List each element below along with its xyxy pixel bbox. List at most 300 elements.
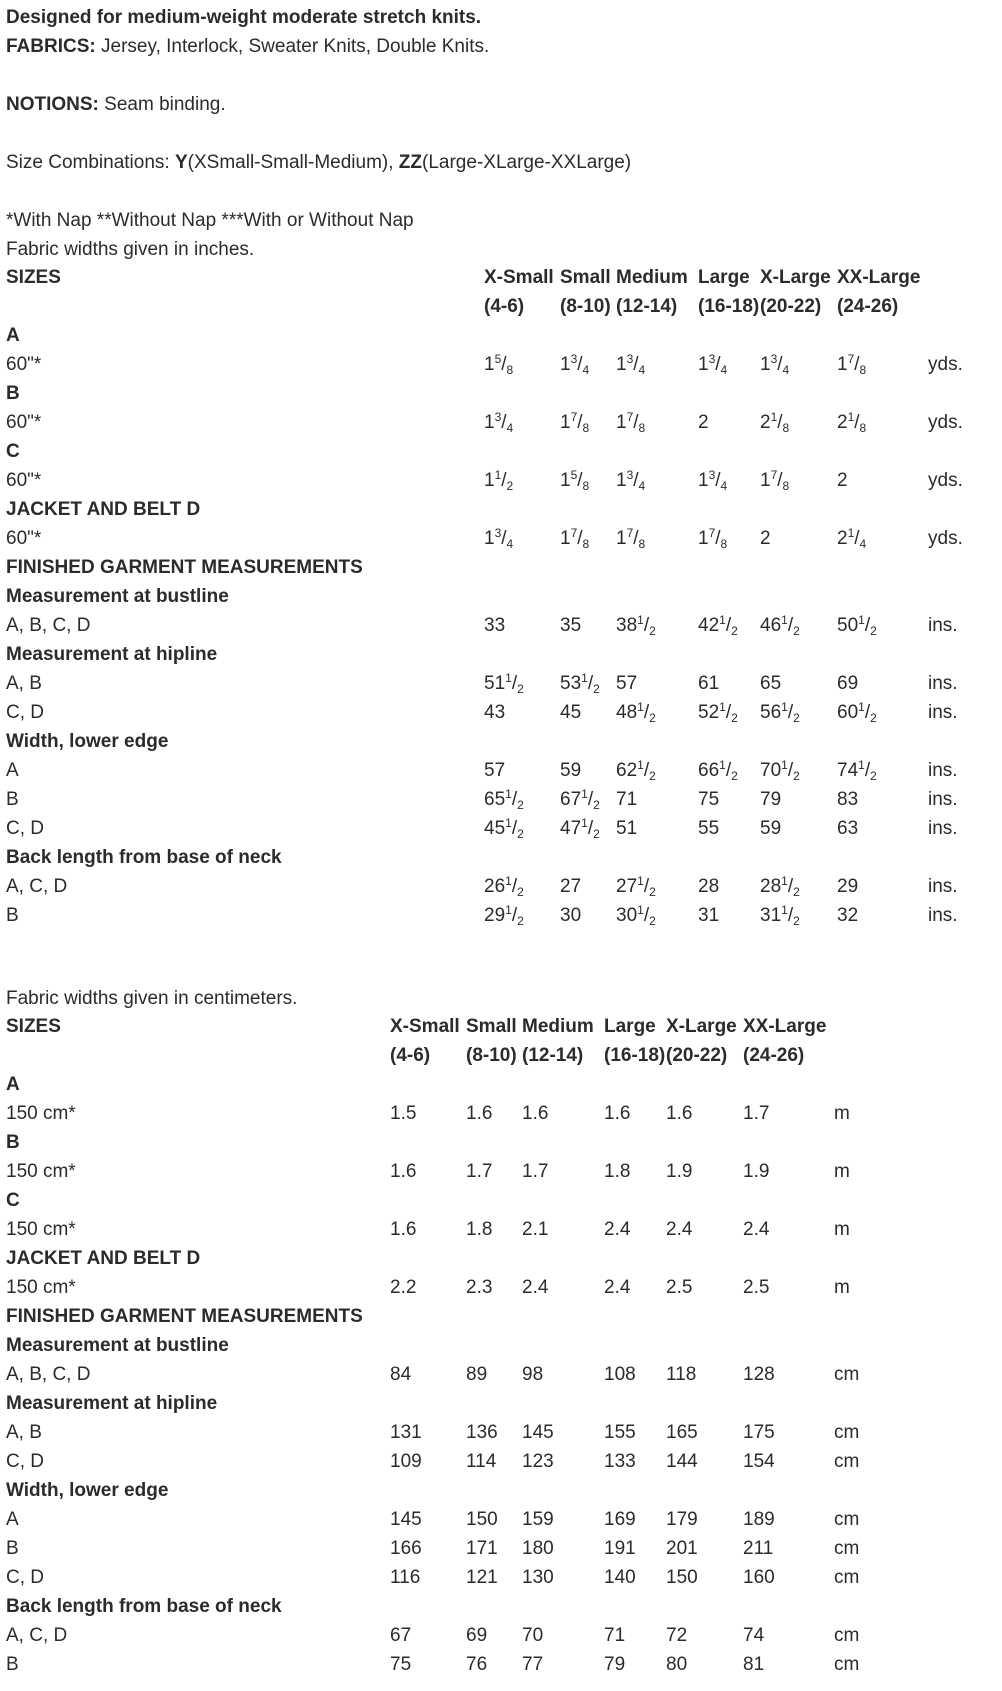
- table-cell: 59: [760, 818, 782, 839]
- unit-label: ins.: [928, 760, 958, 781]
- unit-label: yds.: [928, 470, 963, 491]
- notions-label: NOTIONS:: [6, 94, 99, 115]
- table-cell: 189: [743, 1509, 775, 1530]
- section-heading-measurement-at-bustline: Measurement at bustline: [6, 1335, 229, 1356]
- table-cell: 154: [743, 1451, 775, 1472]
- unit-label: m: [834, 1219, 850, 1240]
- table-cell: 63: [837, 818, 859, 839]
- row-label: 60"*: [6, 354, 42, 375]
- table-cell: 179: [666, 1509, 698, 1530]
- table-cell: $47^1/_2$: [560, 816, 600, 842]
- size-range-row: [6, 1042, 996, 1071]
- table-cell: $74^1/_2$: [837, 758, 877, 784]
- table-cell: 131: [390, 1422, 422, 1443]
- table-cell: 191: [604, 1538, 636, 1559]
- section-heading: [6, 1303, 996, 1332]
- table-cell: 150: [466, 1509, 498, 1530]
- table-cell: $1^7/_8$: [616, 526, 646, 552]
- section-heading-c: C: [6, 441, 20, 462]
- section-heading-measurement-at-bustline: Measurement at bustline: [6, 586, 229, 607]
- row-label: C, D: [6, 702, 44, 723]
- table-cell: 108: [604, 1364, 636, 1385]
- table-cell: 175: [743, 1422, 775, 1443]
- table-cell: 69: [837, 673, 859, 694]
- size-range: (24-26): [837, 296, 899, 317]
- section-heading-back-length-from-base-of-neck: Back length from base of neck: [6, 1596, 282, 1617]
- section-heading: [6, 1071, 996, 1100]
- size-code-zz-text: (Large-XLarge-XXLarge): [422, 152, 632, 173]
- table-cell: 123: [522, 1451, 554, 1472]
- row-label: 150 cm*: [6, 1103, 76, 1124]
- size-name-medium: Medium: [522, 1016, 594, 1037]
- table-cell: $48^1/_2$: [616, 700, 656, 726]
- section-heading-jacket-and-belt-d: JACKET AND BELT D: [6, 499, 201, 520]
- row-label: A, B, C, D: [6, 615, 91, 636]
- table-cell: $42^1/_2$: [698, 613, 738, 639]
- table-cell: 57: [616, 673, 638, 694]
- table-cell: $67^1/_2$: [560, 787, 600, 813]
- table-cell: 43: [484, 702, 506, 723]
- table-cell: 121: [466, 1567, 498, 1588]
- table-cell: 2.4: [604, 1219, 631, 1240]
- table-cell: 2.4: [604, 1277, 631, 1298]
- section-heading-measurement-at-hipline: Measurement at hipline: [6, 1393, 218, 1414]
- table-row: [6, 902, 996, 931]
- table-cell: 75: [698, 789, 720, 810]
- section-heading-c: C: [6, 1190, 20, 1211]
- size-range: (16-18): [604, 1045, 666, 1066]
- section-heading-b: B: [6, 383, 20, 404]
- section-heading: [6, 380, 996, 409]
- table-cell: 211: [743, 1538, 774, 1559]
- row-label: B: [6, 1654, 19, 1675]
- table-cell: 71: [604, 1625, 626, 1646]
- unit-label: cm: [834, 1567, 860, 1588]
- table-cell: 1.7: [743, 1103, 770, 1124]
- unit-label: yds.: [928, 354, 963, 375]
- table-cell: 1.9: [666, 1161, 693, 1182]
- table-cell: 83: [837, 789, 859, 810]
- table-cell: 114: [466, 1451, 497, 1472]
- table-cell: 171: [466, 1538, 498, 1559]
- size-code-zz: ZZ: [398, 152, 423, 173]
- table-cell: $28^1/_2$: [760, 874, 800, 900]
- table-cell: 72: [666, 1625, 688, 1646]
- row-label: A: [6, 760, 19, 781]
- row-label: 60"*: [6, 528, 42, 549]
- table-cell: $1^3/_4$: [484, 410, 514, 436]
- table-cell: $53^1/_2$: [560, 671, 600, 697]
- table-row: [6, 786, 996, 815]
- size-header-row: [6, 264, 996, 293]
- row-label: 60"*: [6, 470, 42, 491]
- section-heading: [6, 1245, 996, 1274]
- table-cell: 29: [837, 876, 859, 897]
- unit-label: ins.: [928, 673, 958, 694]
- section-heading-a: A: [6, 1074, 20, 1095]
- table-cell: $26^1/_2$: [484, 874, 524, 900]
- table-cell: $1^3/_4$: [616, 468, 646, 494]
- section-heading-b: B: [6, 1132, 20, 1153]
- table-cell: $1^7/_8$: [837, 352, 867, 378]
- table-row: [6, 1216, 996, 1245]
- table-cell: 98: [522, 1364, 544, 1385]
- table-cell: 2: [837, 470, 848, 491]
- section-heading: [6, 1129, 996, 1158]
- table-cell: $46^1/_2$: [760, 613, 800, 639]
- table-cell: 71: [616, 789, 638, 810]
- table-cell: $45^1/_2$: [484, 816, 524, 842]
- table-cell: $50^1/_2$: [837, 613, 877, 639]
- table-cell: 145: [522, 1422, 554, 1443]
- table-cell: 45: [560, 702, 582, 723]
- section-heading: [6, 496, 996, 525]
- table-cell: 57: [484, 760, 506, 781]
- row-label: 150 cm*: [6, 1161, 76, 1182]
- size-name-xx-large: XX-Large: [743, 1016, 827, 1037]
- centimeters-table-caption: Fabric widths given in centimeters.: [6, 988, 298, 1009]
- section-heading: [6, 583, 996, 612]
- table-cell: $1^5/_8$: [560, 468, 590, 494]
- table-cell: $1^7/_8$: [698, 526, 728, 552]
- table-cell: 1.9: [743, 1161, 770, 1182]
- table-cell: 27: [560, 876, 582, 897]
- table-cell: 2.4: [743, 1219, 770, 1240]
- table-cell: 2.2: [390, 1277, 417, 1298]
- table-cell: 155: [604, 1422, 636, 1443]
- table-cell: 81: [743, 1654, 765, 1675]
- table-cell: 1.7: [522, 1161, 549, 1182]
- table-cell: $1^7/_8$: [616, 410, 646, 436]
- section-heading-width-lower-edge: Width, lower edge: [6, 1480, 169, 1501]
- size-range: (16-18): [698, 296, 760, 317]
- unit-label: cm: [834, 1422, 860, 1443]
- size-code-y-text: (XSmall-Small-Medium),: [187, 152, 399, 173]
- table-cell: 165: [666, 1422, 698, 1443]
- table-cell: 28: [698, 876, 720, 897]
- size-name-x-small: X-Small: [390, 1016, 460, 1037]
- table-cell: 1.6: [666, 1103, 693, 1124]
- unit-label: m: [834, 1103, 850, 1124]
- table-cell: 31: [698, 905, 720, 926]
- table-cell: 32: [837, 905, 859, 926]
- table-cell: $1^7/_8$: [560, 410, 590, 436]
- table-row: [6, 815, 996, 844]
- table-cell: 118: [666, 1364, 697, 1385]
- table-cell: 145: [390, 1509, 422, 1530]
- size-name-x-large: X-Large: [666, 1016, 737, 1037]
- table-row: [6, 757, 996, 786]
- table-cell: 33: [484, 615, 506, 636]
- table-cell: $1^5/_8$: [484, 352, 514, 378]
- unit-label: ins.: [928, 789, 958, 810]
- size-name-medium: Medium: [616, 267, 688, 288]
- table-cell: $1^7/_8$: [560, 526, 590, 552]
- table-cell: 136: [466, 1422, 498, 1443]
- table-row: [6, 351, 996, 380]
- table-cell: 61: [698, 673, 720, 694]
- section-heading: [6, 1332, 996, 1361]
- table-cell: 140: [604, 1567, 636, 1588]
- table-cell: $38^1/_2$: [616, 613, 656, 639]
- table-cell: $1^3/_4$: [484, 526, 514, 552]
- size-name-small: Small: [560, 267, 611, 288]
- table-cell: 150: [666, 1567, 698, 1588]
- section-heading: [6, 844, 996, 873]
- table-cell: 1.6: [604, 1103, 631, 1124]
- table-cell: 77: [522, 1654, 544, 1675]
- unit-label: cm: [834, 1625, 860, 1646]
- table-row: [6, 1274, 996, 1303]
- intro-heading: Designed for medium-weight moderate stretch knits.: [6, 7, 482, 28]
- section-heading: [6, 641, 996, 670]
- table-cell: $1^3/_4$: [760, 352, 790, 378]
- row-label: A, C, D: [6, 876, 68, 897]
- unit-label: cm: [834, 1654, 860, 1675]
- size-range: (8-10): [560, 296, 611, 317]
- section-heading: [6, 1390, 996, 1419]
- table-cell: 116: [390, 1567, 421, 1588]
- fabrics-text: Jersey, Interlock, Sweater Knits, Double Knits.: [95, 36, 490, 57]
- table-cell: 2: [760, 528, 771, 549]
- unit-label: ins.: [928, 905, 958, 926]
- table-cell: 1.8: [466, 1219, 493, 1240]
- table-cell: 35: [560, 615, 582, 636]
- table-cell: 2.1: [522, 1219, 549, 1240]
- table-cell: 2.4: [666, 1219, 693, 1240]
- table-row: [6, 1448, 996, 1477]
- table-cell: $1^7/_8$: [760, 468, 790, 494]
- section-heading-finished-garment-measurements: FINISHED GARMENT MEASUREMENTS: [6, 1306, 363, 1327]
- unit-label: cm: [834, 1364, 860, 1385]
- table-cell: 74: [743, 1625, 765, 1646]
- table-cell: $70^1/_2$: [760, 758, 800, 784]
- unit-label: yds.: [928, 528, 963, 549]
- table-cell: 79: [604, 1654, 626, 1675]
- unit-label: m: [834, 1161, 850, 1182]
- table-cell: 70: [522, 1625, 544, 1646]
- table-cell: 67: [390, 1625, 412, 1646]
- size-header-row: [6, 1013, 996, 1042]
- table-row: [6, 1622, 996, 1651]
- row-label: C, D: [6, 1567, 44, 1588]
- unit-label: ins.: [928, 702, 958, 723]
- table-cell: 1.5: [390, 1103, 417, 1124]
- table-cell: 1.6: [522, 1103, 549, 1124]
- table-cell: $2^1/_4$: [837, 526, 867, 552]
- size-range: (24-26): [743, 1045, 805, 1066]
- size-name-x-large: X-Large: [760, 267, 831, 288]
- table-cell: $1^3/_4$: [560, 352, 590, 378]
- row-label: A, C, D: [6, 1625, 68, 1646]
- table-cell: 30: [560, 905, 582, 926]
- unit-label: cm: [834, 1451, 860, 1472]
- table-cell: 80: [666, 1654, 688, 1675]
- table-cell: $1^1/_2$: [484, 468, 514, 494]
- table-cell: $29^1/_2$: [484, 903, 524, 929]
- table-row: [6, 409, 996, 438]
- size-range: (20-22): [760, 296, 822, 317]
- section-heading-jacket-and-belt-d: JACKET AND BELT D: [6, 1248, 201, 1269]
- table-cell: 133: [604, 1451, 636, 1472]
- table-cell: 1.6: [466, 1103, 493, 1124]
- table-cell: 2: [698, 412, 709, 433]
- unit-label: yds.: [928, 412, 963, 433]
- table-cell: $1^3/_4$: [698, 468, 728, 494]
- section-heading-a: A: [6, 325, 20, 346]
- table-row: [6, 1158, 996, 1187]
- table-cell: 2.3: [466, 1277, 493, 1298]
- table-cell: 84: [390, 1364, 412, 1385]
- size-code-y: Y: [174, 152, 188, 173]
- size-name-x-small: X-Small: [484, 267, 554, 288]
- size-name-large: Large: [698, 267, 750, 288]
- size-range: (8-10): [466, 1045, 517, 1066]
- table-cell: $1^3/_4$: [698, 352, 728, 378]
- table-cell: $2^1/_8$: [760, 410, 790, 436]
- row-label: 150 cm*: [6, 1219, 76, 1240]
- table-cell: 160: [743, 1567, 775, 1588]
- table-cell: 2.4: [522, 1277, 549, 1298]
- row-label: B: [6, 905, 19, 926]
- section-heading-back-length-from-base-of-neck: Back length from base of neck: [6, 847, 282, 868]
- table-row: [6, 1361, 996, 1390]
- table-cell: 51: [616, 818, 638, 839]
- section-heading: [6, 322, 996, 351]
- table-cell: $31^1/_2$: [760, 903, 800, 929]
- table-row: [6, 699, 996, 728]
- section-heading: [6, 1477, 996, 1506]
- unit-label: ins.: [928, 615, 958, 636]
- table-cell: $51^1/_2$: [484, 671, 524, 697]
- table-row: [6, 1419, 996, 1448]
- table-cell: 180: [522, 1538, 554, 1559]
- table-cell: 109: [390, 1451, 422, 1472]
- notions-line: [6, 93, 226, 117]
- unit-label: cm: [834, 1509, 860, 1530]
- table-cell: 169: [604, 1509, 636, 1530]
- section-heading-width-lower-edge: Width, lower edge: [6, 731, 169, 752]
- section-heading: [6, 1187, 996, 1216]
- notions-text: Seam binding.: [98, 94, 226, 115]
- table-row: [6, 525, 996, 554]
- sizes-label: SIZES: [6, 1016, 61, 1037]
- sizes-label: SIZES: [6, 267, 61, 288]
- centimeters-yardage-table: [6, 1013, 996, 1680]
- section-heading: [6, 554, 996, 583]
- section-heading-finished-garment-measurements: FINISHED GARMENT MEASUREMENTS: [6, 557, 363, 578]
- table-cell: 69: [466, 1625, 488, 1646]
- table-cell: $1^3/_4$: [616, 352, 646, 378]
- table-cell: 128: [743, 1364, 775, 1385]
- size-combinations-line: [6, 151, 631, 175]
- table-row: [6, 1100, 996, 1129]
- table-cell: 75: [390, 1654, 412, 1675]
- table-row: [6, 1506, 996, 1535]
- table-cell: 65: [760, 673, 782, 694]
- row-label: 60"*: [6, 412, 42, 433]
- section-heading-measurement-at-hipline: Measurement at hipline: [6, 644, 218, 665]
- table-cell: 201: [666, 1538, 698, 1559]
- table-cell: $66^1/_2$: [698, 758, 738, 784]
- table-row: [6, 670, 996, 699]
- table-cell: 144: [666, 1451, 698, 1472]
- table-cell: 1.7: [466, 1161, 493, 1182]
- table-cell: 159: [522, 1509, 554, 1530]
- row-label: 150 cm*: [6, 1277, 76, 1298]
- table-row: [6, 612, 996, 641]
- table-cell: 55: [698, 818, 720, 839]
- unit-label: cm: [834, 1538, 860, 1559]
- row-label: C, D: [6, 1451, 44, 1472]
- size-name-xx-large: XX-Large: [837, 267, 921, 288]
- fabrics-label: FABRICS:: [6, 36, 96, 57]
- table-row: [6, 467, 996, 496]
- table-cell: $27^1/_2$: [616, 874, 656, 900]
- row-label: B: [6, 1538, 19, 1559]
- table-cell: 76: [466, 1654, 488, 1675]
- inches-table-caption: Fabric widths given in inches.: [6, 239, 255, 260]
- table-cell: $30^1/_2$: [616, 903, 656, 929]
- table-cell: 79: [760, 789, 782, 810]
- table-cell: $60^1/_2$: [837, 700, 877, 726]
- section-heading: [6, 728, 996, 757]
- table-cell: 59: [560, 760, 582, 781]
- table-cell: 1.6: [390, 1219, 417, 1240]
- table-row: [6, 1564, 996, 1593]
- table-cell: 2.5: [743, 1277, 770, 1298]
- size-name-large: Large: [604, 1016, 656, 1037]
- table-cell: $56^1/_2$: [760, 700, 800, 726]
- table-row: [6, 1535, 996, 1564]
- table-cell: $62^1/_2$: [616, 758, 656, 784]
- table-row: [6, 873, 996, 902]
- table-cell: 2.5: [666, 1277, 693, 1298]
- row-label: A, B: [6, 1422, 42, 1443]
- table-row: [6, 1651, 996, 1680]
- row-label: A, B: [6, 673, 42, 694]
- unit-label: ins.: [928, 876, 958, 897]
- unit-label: m: [834, 1277, 850, 1298]
- table-cell: $2^1/_8$: [837, 410, 867, 436]
- size-range: (12-14): [522, 1045, 584, 1066]
- size-range-row: [6, 293, 996, 322]
- fabrics-line: [6, 35, 489, 59]
- section-heading: [6, 1593, 996, 1622]
- size-combinations-prefix: Size Combinations:: [6, 152, 175, 173]
- row-label: A, B, C, D: [6, 1364, 91, 1385]
- size-range: (12-14): [616, 296, 678, 317]
- size-range: (4-6): [390, 1045, 431, 1066]
- row-label: A: [6, 1509, 19, 1530]
- nap-note: *With Nap **Without Nap ***With or Without Nap: [6, 210, 414, 231]
- row-label: C, D: [6, 818, 44, 839]
- unit-label: ins.: [928, 818, 958, 839]
- table-cell: 89: [466, 1364, 488, 1385]
- inches-yardage-table: [6, 264, 996, 931]
- table-cell: 130: [522, 1567, 554, 1588]
- section-heading: [6, 438, 996, 467]
- table-cell: 1.6: [390, 1161, 417, 1182]
- table-cell: 166: [390, 1538, 422, 1559]
- table-cell: $65^1/_2$: [484, 787, 524, 813]
- size-range: (4-6): [484, 296, 525, 317]
- row-label: B: [6, 789, 19, 810]
- size-name-small: Small: [466, 1016, 517, 1037]
- size-range: (20-22): [666, 1045, 728, 1066]
- table-cell: 1.8: [604, 1161, 631, 1182]
- table-cell: $52^1/_2$: [698, 700, 738, 726]
